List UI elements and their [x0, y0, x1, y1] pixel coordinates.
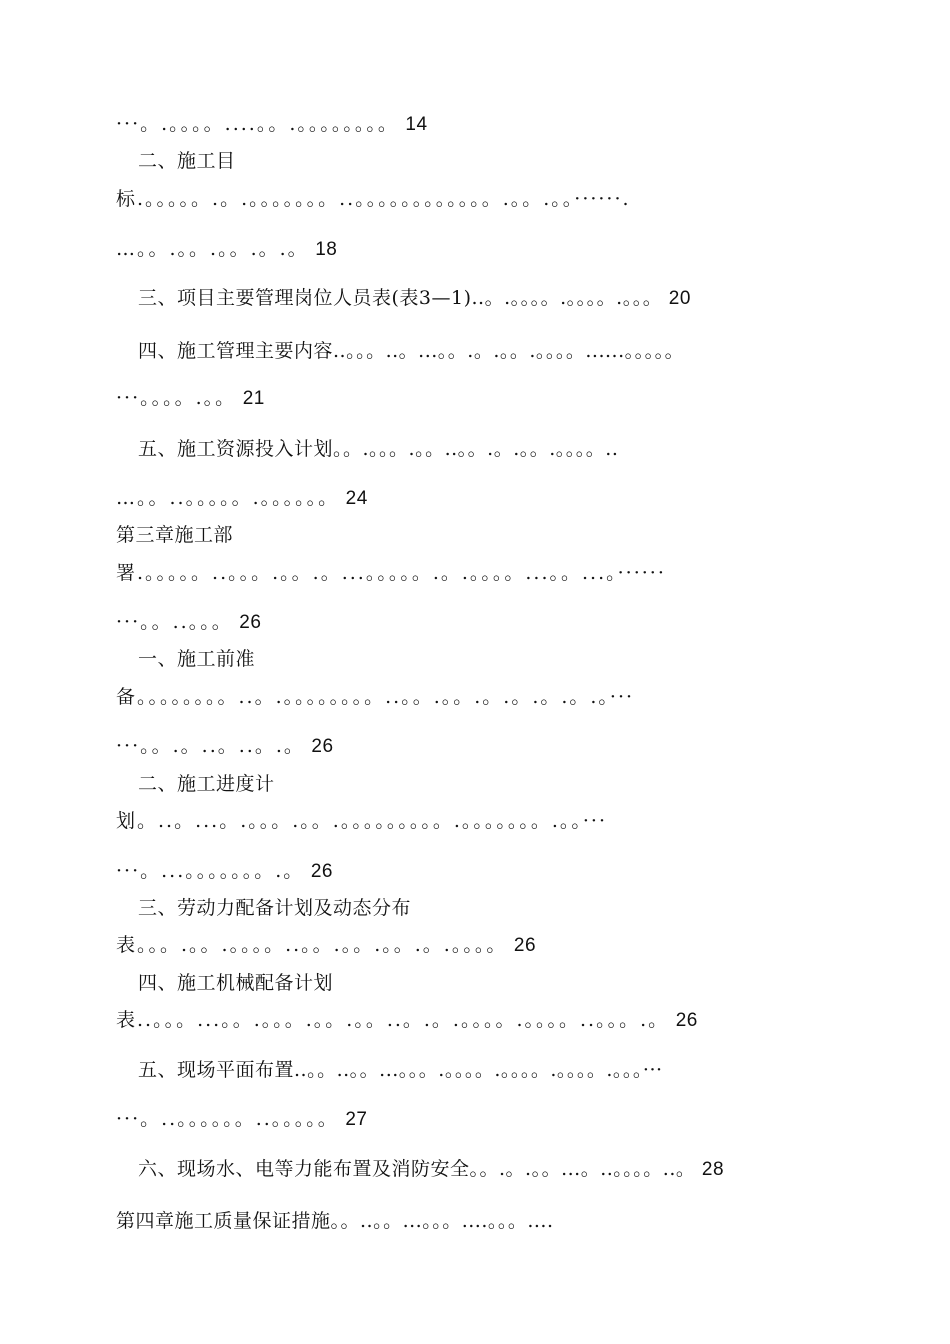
toc-entry-page: 24 [345, 488, 368, 509]
toc-entry-text: 五、施工资源投入计划。。.。。。.。。..。。.。.。。.。。。。.. [138, 438, 619, 460]
toc-entry-text: 表..。。。...。。.。。。.。。.。。..。.。.。。。。.。。。。..。。。.。 [116, 1009, 670, 1031]
toc-entry-text: 四、施工机械配备计划 [138, 972, 334, 994]
toc-entry-page: 21 [242, 388, 265, 409]
toc-entry-text: 署.。。。。。..。。。.。。.。...。。。。。.。.。。。。...。。...。······ [116, 562, 666, 584]
toc-entry-page: 18 [315, 239, 338, 260]
toc-entry-text: 三、项目主要管理岗位人员表(表3—1)..。.。。。。.。。。。.。。。 [138, 287, 663, 309]
toc-entry-page: 14 [405, 114, 428, 135]
toc-entry-page: 26 [675, 1010, 698, 1031]
toc-entry-page: 26 [310, 861, 333, 882]
toc-entry [116, 1107, 367, 1132]
toc-entry-text: …。。.。。.。。.。.。 [116, 238, 309, 260]
toc-entry [116, 809, 607, 834]
toc-entry-page: 28 [701, 1159, 725, 1180]
toc-entry-text: 备。。。。。。。。..。.。。。。。。。。..。。.。。.。.。.。.。.。··· [116, 686, 635, 708]
toc-entry [116, 1008, 698, 1033]
toc-entry [138, 896, 411, 921]
toc-entry-text: 二、施工进度计 [138, 773, 275, 795]
toc-entry-text: 三、劳动力配备计划及动态分布 [138, 897, 412, 919]
toc-entry-page: 26 [311, 736, 334, 757]
toc-entry-text: 表。。。.。。.。。。。..。。.。。.。。.。.。。。。 [116, 934, 508, 956]
toc-entry-text: 划。..。...。.。。。.。。.。。。。。。。。。.。。。。。。。.。。··· [116, 810, 608, 832]
toc-entry-page: 20 [668, 288, 691, 309]
toc-entry-text: ···。。。。.。。 [116, 387, 237, 409]
toc-entry [138, 772, 275, 797]
toc-entry [138, 647, 255, 672]
toc-entry [116, 685, 634, 710]
toc-entry-text: 四、施工管理主要内容..。。。..。...。。.。.。。.。。。。......。。。。。 [138, 340, 685, 362]
toc-entry-text: 五、现场平面布置..。。..。。...。。。.。。。。.。。。。.。。。。.。。。··· [138, 1059, 663, 1081]
toc-entry [116, 187, 631, 212]
toc-entry-text: 六、现场水、电等力能布置及消防安全。。.。.。。...。..。。。。..。 [138, 1158, 696, 1180]
toc-entry [138, 149, 236, 174]
toc-entry [116, 561, 666, 586]
toc-entry-page: 26 [513, 935, 537, 956]
toc-entry-text: 标.。。。。。.。.。。。。。。。..。。。。。。。。。。。。.。。.。。······. [116, 188, 631, 210]
toc-entry [138, 1058, 663, 1083]
toc-entry-text: 第三章施工部 [116, 524, 234, 546]
toc-entry-text: ···。.。。。。....。。.。。。。。。。。 [116, 113, 399, 135]
toc-entry [138, 339, 684, 364]
toc-entry [138, 437, 618, 462]
toc-entry-text: ···。...。。。。。。。.。 [116, 860, 305, 882]
toc-entry [138, 1157, 724, 1182]
toc-entry [116, 933, 536, 958]
toc-entry-page: 26 [239, 612, 262, 633]
toc-entry [138, 971, 333, 996]
toc-entry-text: ···。。..。。。 [116, 611, 233, 633]
toc-entry [138, 286, 691, 311]
toc-entry-text: 一、施工前准 [138, 648, 256, 670]
toc-entry [116, 112, 428, 137]
toc-entry [116, 486, 368, 511]
toc-entry [116, 734, 334, 759]
toc-entry-text: 二、施工目 [138, 150, 236, 172]
toc-entry [116, 859, 333, 884]
chapter-heading [116, 1209, 554, 1234]
toc-entry-text: ···。..。。。。。。..。。。。。 [116, 1108, 339, 1130]
toc-entry-text: ···。。.。..。..。.。 [116, 735, 305, 757]
toc-entry-page: 27 [345, 1109, 368, 1130]
chapter-heading [116, 523, 233, 548]
toc-entry [116, 386, 265, 411]
toc-entry-text: …。。..。。。。。.。。。。。。 [116, 487, 340, 509]
toc-entry-text: 第四章施工质量保证措施。。..。。...。。。....。。。.... [116, 1210, 554, 1232]
toc-entry [116, 610, 261, 635]
toc-entry [116, 237, 337, 262]
